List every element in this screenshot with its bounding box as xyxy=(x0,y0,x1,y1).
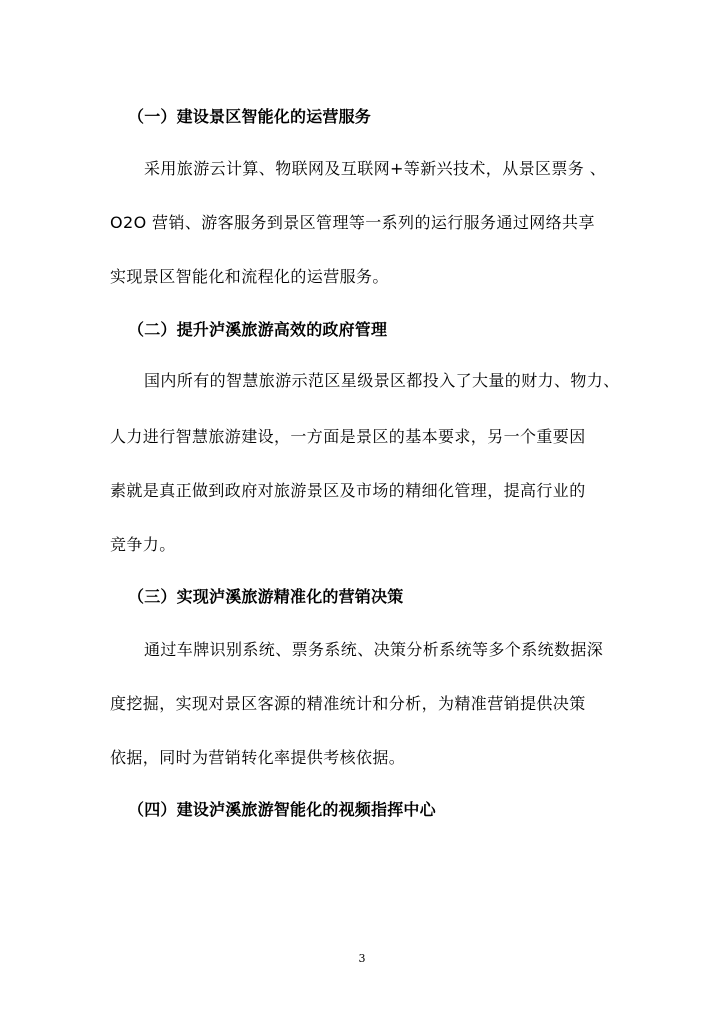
section-heading-3: （三）实现泸溪旅游精准化的营销决策 xyxy=(128,587,404,606)
section-heading-4: （四）建设泸溪旅游智能化的视频指挥中心 xyxy=(128,800,436,819)
section-heading-2: （二）提升泸溪旅游高效的政府管理 xyxy=(128,320,388,339)
paragraph-line: 素就是真正做到政府对旅游景区及市场的精细化管理，提高行业的 xyxy=(110,481,586,500)
paragraph-line: 通过车牌识别系统、票务系统、决策分析系统等多个系统数据深 xyxy=(144,640,604,659)
section-heading-1: （一）建设景区智能化的运营服务 xyxy=(128,107,372,126)
paragraph-line: O2O 营销、游客服务到景区管理等一系列的运行服务通过网络共享 xyxy=(110,213,595,232)
paragraph-line: 人力进行智慧旅游建设，一方面是景区的基本要求，另一个重要因 xyxy=(110,427,586,446)
paragraph-line: 依据，同时为营销转化率提供考核依据。 xyxy=(110,748,406,767)
paragraph-line: 实现景区智能化和流程化的运营服务。 xyxy=(110,267,389,286)
paragraph-line: 国内所有的智慧旅游示范区星级景区都投入了大量的财力、物力、 xyxy=(144,371,620,390)
paragraph-line: 竞争力。 xyxy=(110,535,176,554)
paragraph-line: 采用旅游云计算、物联网及互联网+等新兴技术，从景区票务 、 xyxy=(144,159,607,178)
page-number: 3 xyxy=(358,952,366,965)
paragraph-line: 度挖掘，实现对景区客源的精准统计和分析，为精准营销提供决策 xyxy=(110,694,586,713)
